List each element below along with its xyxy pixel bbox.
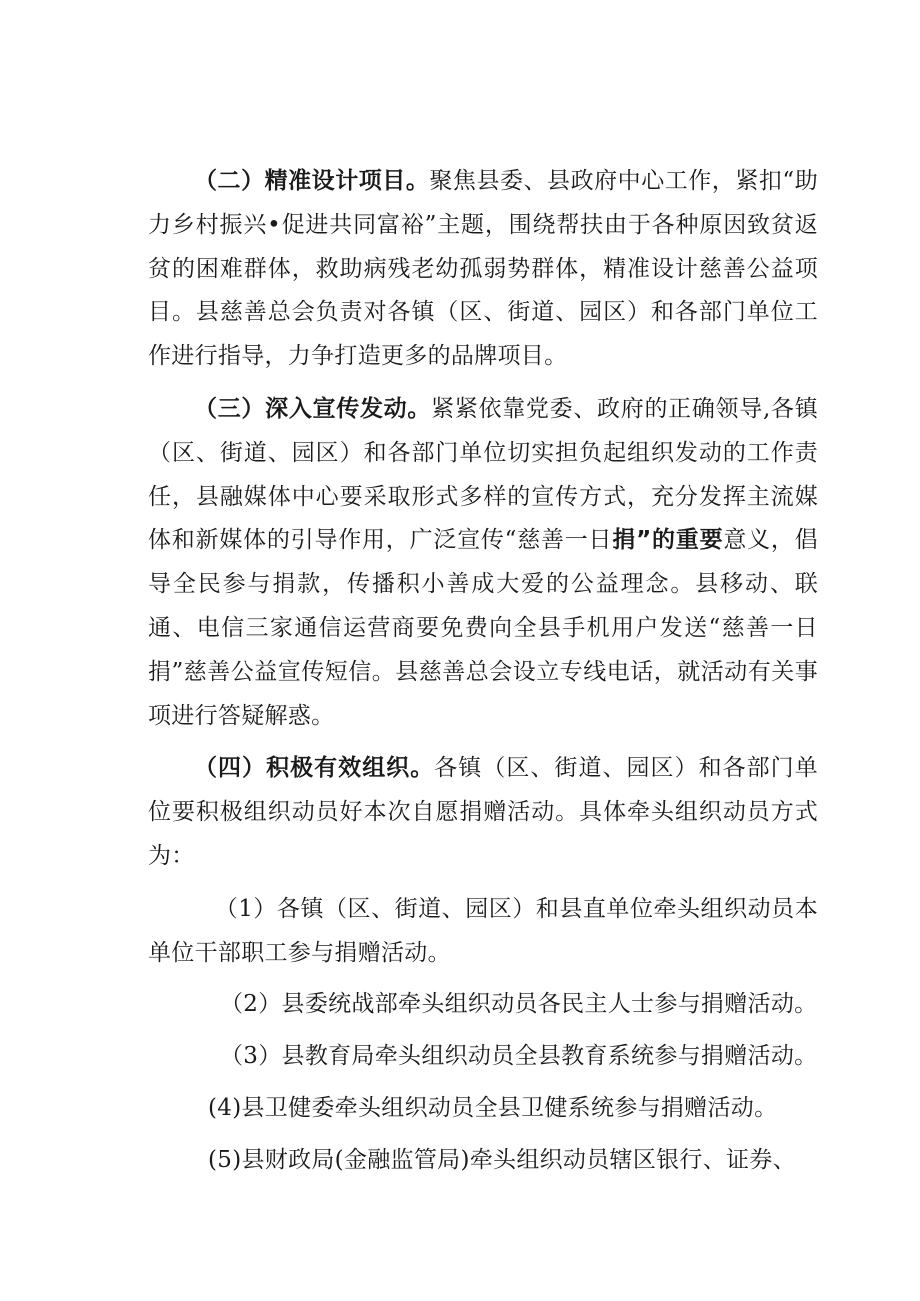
section-three-emphasis: 捐”的重要 [612,527,724,554]
section-three-text-continued: 意义，倡导全民参与捐款，传播积小善成大爱的公益理念。县移动、联通、电信三家通信运营商要免费向全县手机用户发送“慈善一日捐”慈善公益宣传短信。县慈善总会设立专线电话，就活动有关事项进行答疑解惑。 [148,527,818,729]
section-three-text: 紧紧依靠党委、政府的正确领导,各镇（区、街道、园区）和各部门单位切实担负起组织发动的工作责任，县融媒体中心要采取形式多样的宣传方式，充分发挥主流媒体和新媒体的引导作用，广泛宣传“慈善一日 [148,395,818,554]
document-body [148,160,818,1183]
list-item: (4)县卫健委牵头组织动员全县卫健系统参与捐赠活动。 [208,1094,778,1121]
section-two-paragraph [148,160,818,379]
section-four-heading: （四）积极有效组织。 [194,755,435,782]
section-four-text: 各镇（区、街道、园区）和各部门单位要积极组织动员好本次自愿捐赠活动。具体牵头组织动员方式为： [148,755,818,869]
list-item: （3）县教育局牵头组织动员全县教育系统参与捐赠活动。 [220,1043,818,1070]
list-item: （1）各镇（区、街道、园区）和县直单位牵头组织动员本单位干部职工参与捐赠活动。 [148,895,818,966]
list-item: (5)县财政局(金融监管局)牵头组织动员辖区银行、证券、 [208,1146,796,1173]
section-three-heading: （三）深入宣传发动。 [194,395,432,422]
section-two-heading: （二）精准设计项目。 [194,168,430,194]
section-four-paragraph [148,747,818,878]
section-two-text: 聚焦县委、县政府中心工作，紧扣“助力乡村振兴•促进共同富裕”主题，围绕帮扶由于各种原因致贫返贫的困难群体，救助病残老幼孤弱势群体，精准设计慈善公益项目。县慈善总会负责对各镇（区、街道、园区）和各部门单位工作进行指导，力争打造更多的品牌项目。 [148,168,819,370]
list-item: （2）县委统战部牵头组织动员各民主人士参与捐赠活动。 [220,991,818,1018]
section-three-paragraph [148,388,818,738]
